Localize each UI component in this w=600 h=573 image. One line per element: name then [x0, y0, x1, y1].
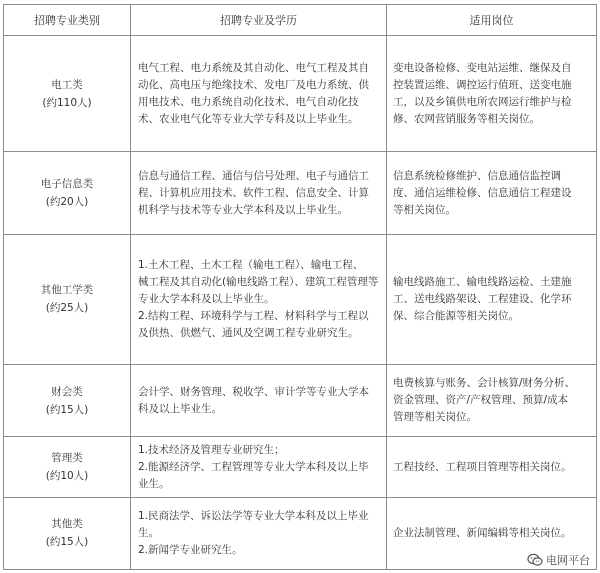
category-cell	[4, 437, 131, 497]
majors-line: 1.民商法学、诉讼法学等专业大学本科及以上毕业	[138, 509, 369, 522]
posts-line: 控装置运维、调控运行值班、送变电施	[393, 78, 572, 91]
category-cell	[4, 36, 131, 152]
posts-line: 度、通信运维检修、信息通信工程建设	[393, 186, 572, 199]
majors-line: 2.新闻学专业研究生。	[138, 543, 243, 556]
wechat-icon	[527, 552, 543, 568]
majors-line: 电气工程、电力系统及其自动化、电气工程及其自	[138, 61, 369, 74]
majors-cell	[131, 365, 387, 437]
category-line: (约15人)	[45, 403, 89, 416]
majors-line: 及供热、供燃气、通风及空调工程专业研究生。	[138, 326, 359, 339]
watermark-text: 电网平台	[546, 554, 590, 567]
table-row	[4, 437, 597, 497]
category-line: 其他工学类	[40, 284, 94, 297]
majors-line: 动化、高电压与绝缘技术、发电厂及电力系统、供	[138, 78, 369, 91]
posts-cell	[387, 152, 597, 234]
header-posts: 适用岗位	[387, 5, 597, 36]
category-cell	[4, 234, 131, 364]
posts-line: 企业法制管理、新闻编辑等相关岗位。	[393, 526, 572, 539]
table-row	[4, 234, 597, 364]
majors-cell	[131, 36, 387, 152]
posts-cell	[387, 234, 597, 364]
category-line: (约110人)	[42, 96, 92, 109]
category-line: (约25人)	[45, 302, 89, 315]
posts-line: 等相关岗位。	[393, 203, 456, 216]
posts-line: 修、农网营销服务等相关岗位。	[393, 112, 540, 125]
category-line: 管理类	[51, 452, 83, 465]
posts-line: 信息系统检修维护、信息通信监控调	[393, 169, 561, 182]
majors-line: 械工程及其自动化(输电线路工程）、建筑工程管理等	[138, 275, 379, 288]
majors-cell	[131, 152, 387, 234]
majors-line: 专业大学本科及以上毕业生。	[138, 292, 275, 305]
table-row	[4, 152, 597, 234]
majors-line: 会计学、财务管理、税收学、审计学等专业大学本	[138, 385, 369, 398]
majors-line: 2.结构工程、环境科学与工程、材料科学与工程以	[138, 309, 369, 322]
majors-cell	[131, 437, 387, 497]
category-line: 电工类	[51, 78, 83, 91]
majors-line: 业生。	[138, 477, 170, 490]
category-line: (约20人)	[45, 196, 89, 209]
header-majors: 招聘专业及学历	[131, 5, 387, 36]
majors-line: 2.能源经济学、工程管理等专业大学本科及以上毕	[138, 460, 369, 473]
header-category: 招聘专业类别	[4, 5, 131, 36]
category-line: 其他类	[51, 518, 83, 531]
majors-line: 信息与通信工程、通信与信号处理、电子与通信工	[138, 169, 369, 182]
watermark	[527, 552, 590, 568]
category-cell	[4, 152, 131, 234]
majors-line: 程、计算机应用技术、软件工程、信息安全、计算	[138, 186, 369, 199]
majors-cell	[131, 234, 387, 364]
table-body	[4, 36, 597, 570]
posts-line: 变电设备检修、变电站运维、继保及自	[393, 61, 572, 74]
majors-line: 术、农业电气化等专业大学专科及以上毕业生。	[138, 112, 359, 125]
posts-cell	[387, 437, 597, 497]
posts-line: 工、送电线路架设、工程建设、化学环	[393, 292, 572, 305]
posts-line: 资金管理、资产/产权管理、预算/成本	[393, 394, 569, 407]
posts-line: 电费核算与账务、会计核算/财务分析、	[393, 377, 576, 390]
category-line: 电子信息类	[40, 178, 94, 191]
majors-line: 机科学与技术等专业大学本科及以上毕业生。	[138, 203, 348, 216]
category-line: 财会类	[51, 385, 83, 398]
majors-line: 1.土木工程、土木工程（输电工程）、输电工程、	[138, 258, 364, 271]
category-line: (约10人)	[45, 470, 89, 483]
majors-line: 生。	[138, 526, 159, 539]
posts-line: 保、综合能源等相关岗位。	[393, 309, 519, 322]
category-cell	[4, 365, 131, 437]
posts-line: 输电线路施工、输电线路运检、土建施	[393, 275, 572, 288]
majors-line: 1.技术经济及管理专业研究生；	[138, 443, 285, 456]
recruitment-table	[3, 4, 597, 570]
majors-line: 科及以上毕业生。	[138, 402, 222, 415]
table-row	[4, 365, 597, 437]
category-cell	[4, 497, 131, 569]
posts-cell	[387, 365, 597, 437]
category-line: (约15人)	[45, 536, 89, 549]
posts-cell	[387, 36, 597, 152]
posts-line: 工，以及乡镇供电所农网运行维护与检	[393, 95, 572, 108]
table-row	[4, 497, 597, 569]
table-header-row	[4, 5, 597, 36]
majors-line: 用电技术、电力系统自动化技术、电气自动化技	[138, 95, 359, 108]
posts-line: 管理等相关岗位。	[393, 411, 477, 424]
table-row	[4, 36, 597, 152]
posts-line: 工程技经、工程项目管理等相关岗位。	[393, 460, 572, 473]
majors-cell	[131, 497, 387, 569]
